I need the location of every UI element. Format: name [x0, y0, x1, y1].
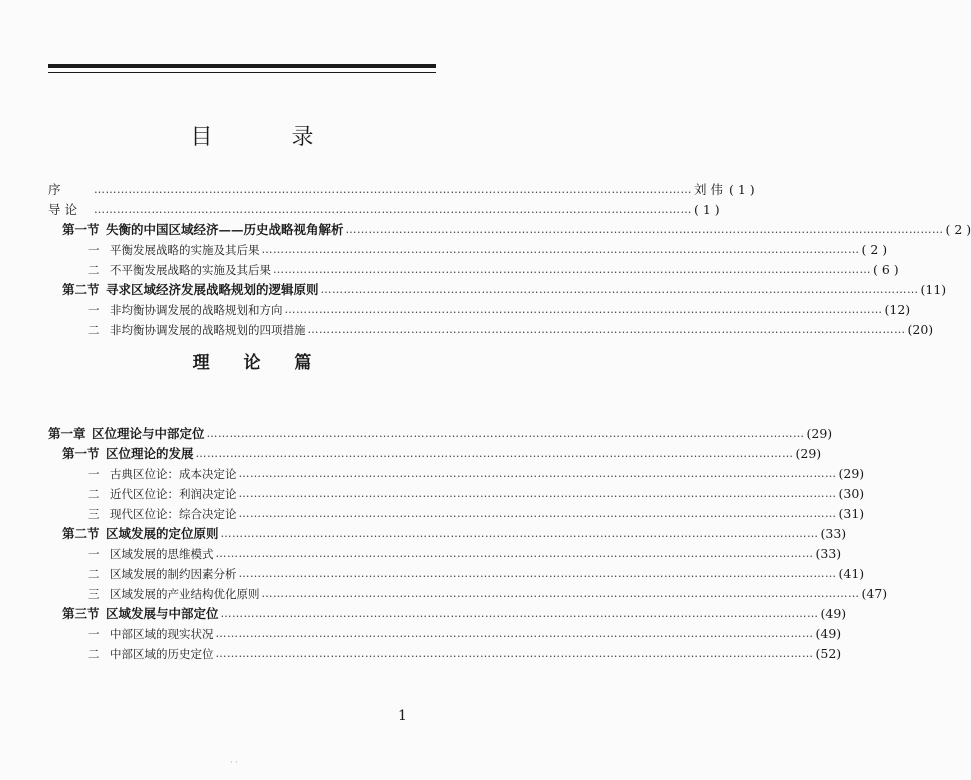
toc-entry-number: 序 [48, 182, 61, 197]
toc-entry-number: 二 [88, 323, 100, 337]
toc-entry-label [48, 464, 237, 484]
toc-entry-label [48, 484, 237, 504]
toc-entry-page: (30) [838, 486, 865, 501]
toc-entry-page: ( 1 ) [694, 202, 720, 217]
header-rule-thick [48, 64, 436, 68]
toc-entry-label [48, 220, 344, 240]
toc-entry-label [48, 320, 306, 340]
toc-entry-title: 区域发展与中部定位 [106, 606, 219, 621]
toc-entry[interactable] [48, 444, 822, 464]
dot-leader: ………………………………………………………………………………………………………………………………………… [307, 323, 906, 336]
toc-entry-title: 区位理论与中部定位 [92, 426, 205, 441]
page-title: 目 录 [190, 125, 350, 150]
toc-entry-number: 一 [88, 303, 100, 317]
toc-entry-page: ( 1 ) [728, 182, 755, 197]
toc-entry-number: 二 [88, 487, 100, 501]
toc-entry-number: 第二节 [62, 282, 100, 297]
toc-entry-label [48, 504, 237, 524]
scan-speck: · · [230, 758, 238, 767]
dot-leader: ………………………………………………………………………………………………………………………………………… [261, 587, 860, 600]
toc-entry-label [48, 200, 92, 220]
dot-leader: ………………………………………………………………………………………………………………………………………… [206, 427, 805, 440]
toc-entry[interactable] [48, 320, 934, 340]
header-rule-thin [48, 72, 436, 73]
part-title: 理 论 篇 [192, 353, 326, 373]
toc-entry[interactable] [48, 564, 865, 584]
toc-entry-number: 第一节 [62, 222, 100, 237]
toc-entry[interactable] [48, 544, 842, 564]
toc-entry-label [48, 240, 260, 260]
toc-entry-page: (52) [815, 646, 842, 661]
toc-entry-number: 二 [88, 567, 100, 581]
toc-entry-number: 第二节 [62, 526, 100, 541]
dot-leader: ………………………………………………………………………………………………………………………………………… [238, 567, 837, 580]
toc-entry-number: 第一节 [62, 446, 100, 461]
toc-entry-number: 导 论 [48, 202, 77, 217]
toc-entry-title: 区域发展的产业结构优化原则 [110, 587, 260, 601]
toc-entry-page: ( 2 ) [945, 222, 971, 237]
toc-entry[interactable] [48, 524, 847, 544]
toc-entry-page: (29) [795, 446, 822, 461]
toc-entry-title: 中部区域的历史定位 [110, 647, 214, 661]
toc-entry-page: (29) [806, 426, 833, 441]
toc-entry-page: ( 2 ) [861, 242, 888, 257]
toc-entry-number: 二 [88, 263, 100, 277]
toc-entry[interactable] [48, 604, 847, 624]
toc-entry[interactable] [48, 484, 865, 504]
toc-entry-page: (49) [820, 606, 847, 621]
toc-entry-page: (33) [815, 546, 842, 561]
toc-entry[interactable] [48, 240, 888, 260]
toc-entry[interactable] [48, 220, 971, 240]
dot-leader: ………………………………………………………………………………………………………………………………………… [220, 527, 819, 540]
toc-entry-title: 区域发展的定位原则 [106, 526, 219, 541]
toc-entry-number: 第一章 [48, 426, 86, 441]
dot-leader: ………………………………………………………………………………………………………………………………………… [284, 303, 883, 316]
dot-leader: ………………………………………………………………………………………………………………………………………… [215, 647, 814, 660]
dot-leader: ………………………………………………………………………………………………………………………………………… [195, 447, 794, 460]
toc-entry[interactable] [48, 260, 899, 280]
toc-entry-page: (31) [838, 506, 865, 521]
dot-leader: ………………………………………………………………………………………………………………………………………… [238, 487, 837, 500]
toc-entry-page: (41) [838, 566, 865, 581]
toc-entry-title: 区域发展的思维模式 [110, 547, 214, 561]
toc-entry-number: 三 [88, 587, 100, 601]
dot-leader: ………………………………………………………………………………………………………………………………………… [220, 607, 819, 620]
dot-leader: ………………………………………………………………………………………………………………………………………… [261, 243, 860, 256]
dot-leader: ………………………………………………………………………………………………………………………………………… [345, 223, 944, 236]
toc-entry[interactable] [48, 200, 720, 220]
toc-entry-title: 古典区位论：成本决定论 [110, 467, 237, 481]
dot-leader: ………………………………………………………………………………………………………………………………………… [215, 547, 814, 560]
toc-entry-page: (47) [861, 586, 888, 601]
toc-entry-label [48, 564, 237, 584]
toc-part-block [48, 424, 888, 664]
toc-entry-label [48, 280, 319, 300]
toc-entry-label [48, 424, 205, 444]
toc-entry-label [48, 180, 92, 200]
page-number: 1 [398, 708, 407, 724]
toc-entry[interactable] [48, 584, 888, 604]
dot-leader: ………………………………………………………………………………………………………………………………………… [215, 627, 814, 640]
toc-entry-page: (12) [884, 302, 911, 317]
toc-entry[interactable] [48, 504, 865, 524]
toc-entry-number: 一 [88, 243, 100, 257]
toc-entry-number: 一 [88, 627, 100, 641]
toc-entry-title: 不平衡发展战略的实施及其后果 [110, 263, 271, 277]
toc-entry-label [48, 300, 283, 320]
dot-leader: ………………………………………………………………………………………………………………………………………… [94, 203, 692, 216]
toc-entry-page: ( 6 ) [873, 262, 899, 277]
toc-entry-page: (20) [907, 322, 934, 337]
dot-leader: ………………………………………………………………………………………………………………………………………… [94, 183, 692, 196]
toc-entry-author: 刘 伟 [694, 182, 723, 197]
toc-entry[interactable] [48, 300, 911, 320]
toc-entry-page: (49) [815, 626, 842, 641]
toc-entry[interactable] [48, 280, 947, 300]
toc-entry-page: (11) [920, 282, 947, 297]
toc-entry-label [48, 604, 219, 624]
toc-entry-title: 区位理论的发展 [106, 446, 194, 461]
toc-entry-number: 三 [88, 507, 100, 521]
toc-entry-page: (33) [820, 526, 847, 541]
toc-entry-page: (29) [838, 466, 865, 481]
toc-entry-title: 非均衡协调发展的战略规划的四项措施 [110, 323, 306, 337]
toc-entry-title: 现代区位论：综合决定论 [110, 507, 237, 521]
toc-entry[interactable] [48, 624, 842, 644]
toc-entry-label [48, 260, 271, 280]
toc-entry-title: 失衡的中国区域经济——历史战略视角解析 [106, 222, 344, 237]
dot-leader: ………………………………………………………………………………………………………………………………………… [320, 283, 919, 296]
toc-entry-title: 近代区位论：利润决定论 [110, 487, 237, 501]
toc-entry-label [48, 544, 214, 564]
toc-entry-number: 一 [88, 467, 100, 481]
toc-entry-label [48, 444, 194, 464]
toc-entry[interactable] [48, 180, 755, 200]
toc-entry-title: 非均衡协调发展的战略规划和方向 [110, 303, 283, 317]
toc-entry[interactable] [48, 464, 865, 484]
toc-entry-title: 中部区域的现实状况 [110, 627, 214, 641]
toc-front-block [48, 180, 971, 340]
toc-entry-number: 二 [88, 647, 100, 661]
dot-leader: ………………………………………………………………………………………………………………………………………… [273, 263, 871, 276]
toc-entry-label [48, 524, 219, 544]
toc-entry-number: 第三节 [62, 606, 100, 621]
dot-leader: ………………………………………………………………………………………………………………………………………… [238, 507, 837, 520]
toc-entry-label [48, 584, 260, 604]
toc-entry-label [48, 644, 214, 664]
toc-entry-title: 平衡发展战略的实施及其后果 [110, 243, 260, 257]
toc-entry-title: 区域发展的制约因素分析 [110, 567, 237, 581]
toc-entry-label [48, 624, 214, 644]
toc-entry-number: 一 [88, 547, 100, 561]
toc-entry[interactable] [48, 424, 833, 444]
dot-leader: ………………………………………………………………………………………………………………………………………… [238, 467, 837, 480]
toc-entry[interactable] [48, 644, 842, 664]
toc-entry-title: 寻求区域经济发展战略规划的逻辑原则 [106, 282, 319, 297]
